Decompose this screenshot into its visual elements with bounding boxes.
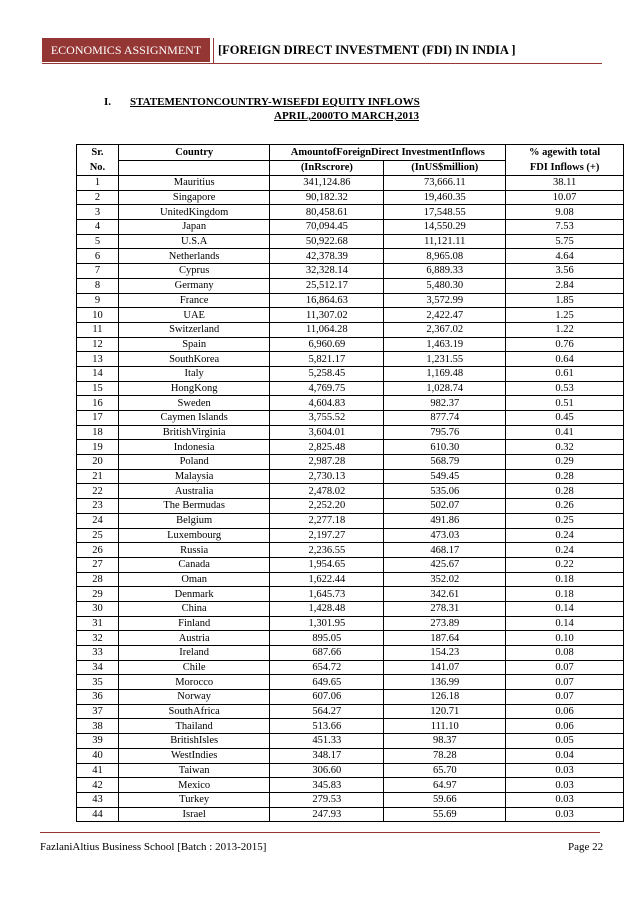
sr-no-cell: 3 [77, 205, 119, 220]
percent-cell: 1.25 [506, 308, 624, 323]
percent-cell: 0.18 [506, 587, 624, 602]
rs-crore-cell: 306.60 [270, 763, 384, 778]
rs-crore-cell: 348.17 [270, 748, 384, 763]
country-cell: Israel [118, 807, 270, 822]
table-row [77, 205, 624, 220]
sr-no-cell: 14 [77, 366, 119, 381]
rs-crore-cell: 90,182.32 [270, 190, 384, 205]
usd-million-cell: 98.37 [384, 734, 506, 749]
usd-million-cell: 342.61 [384, 587, 506, 602]
table-row [77, 499, 624, 514]
page-header [42, 38, 602, 64]
usd-million-cell: 2,422.47 [384, 308, 506, 323]
percent-cell: 0.45 [506, 411, 624, 426]
table-row [77, 264, 624, 279]
table-row [77, 719, 624, 734]
sr-no-cell: 33 [77, 646, 119, 661]
percent-cell: 0.06 [506, 704, 624, 719]
country-cell: Russia [118, 543, 270, 558]
country-cell: Germany [118, 278, 270, 293]
rs-crore-cell: 607.06 [270, 690, 384, 705]
table-row [77, 484, 624, 499]
rs-crore-cell: 70,094.45 [270, 220, 384, 235]
usd-million-cell: 352.02 [384, 572, 506, 587]
rs-crore-cell: 279.53 [270, 792, 384, 807]
country-cell: Austria [118, 631, 270, 646]
table-row [77, 587, 624, 602]
table-row [77, 616, 624, 631]
country-cell: Canada [118, 557, 270, 572]
section-title-line1: STATEMENTONCOUNTRY-WISEFDI EQUITY INFLOWS [130, 96, 420, 108]
percent-cell: 0.07 [506, 690, 624, 705]
usd-million-cell: 491.86 [384, 513, 506, 528]
rs-crore-cell: 6,960.69 [270, 337, 384, 352]
usd-million-cell: 568.79 [384, 455, 506, 470]
rs-crore-cell: 451.33 [270, 734, 384, 749]
table-row [77, 440, 624, 455]
rs-crore-cell: 50,922.68 [270, 234, 384, 249]
table-row [77, 366, 624, 381]
table-row [77, 690, 624, 705]
sr-no-cell: 27 [77, 557, 119, 572]
table-row [77, 396, 624, 411]
sr-no-cell: 19 [77, 440, 119, 455]
usd-million-cell: 59.66 [384, 792, 506, 807]
table-row [77, 778, 624, 793]
page-number: Page 22 [568, 841, 604, 853]
rs-crore-cell: 2,197.27 [270, 528, 384, 543]
percent-cell: 3.56 [506, 264, 624, 279]
usd-million-cell: 8,965.08 [384, 249, 506, 264]
sr-no-cell: 35 [77, 675, 119, 690]
sr-no-cell: 26 [77, 543, 119, 558]
usd-million-cell: 11,121.11 [384, 234, 506, 249]
rs-crore-cell: 11,064.28 [270, 322, 384, 337]
table-row [77, 176, 624, 191]
country-cell: U.S.A [118, 234, 270, 249]
percent-cell: 0.22 [506, 557, 624, 572]
percent-cell: 5.75 [506, 234, 624, 249]
percent-cell: 0.14 [506, 601, 624, 616]
usd-million-cell: 73,666.11 [384, 176, 506, 191]
table-row [77, 455, 624, 470]
sr-no-cell: 7 [77, 264, 119, 279]
table-row [77, 543, 624, 558]
usd-million-cell: 14,550.29 [384, 220, 506, 235]
country-cell: China [118, 601, 270, 616]
sr-no-cell: 12 [77, 337, 119, 352]
section-number: I. [104, 96, 112, 108]
usd-million-cell: 982.37 [384, 396, 506, 411]
percent-cell: 0.61 [506, 366, 624, 381]
percent-cell: 38.11 [506, 176, 624, 191]
percent-cell: 0.07 [506, 675, 624, 690]
header-rule [42, 63, 602, 64]
country-cell: Netherlands [118, 249, 270, 264]
rs-crore-cell: 4,769.75 [270, 381, 384, 396]
country-cell: Taiwan [118, 763, 270, 778]
rs-crore-cell: 5,258.45 [270, 366, 384, 381]
table-row [77, 278, 624, 293]
rs-crore-cell: 2,236.55 [270, 543, 384, 558]
country-cell: Finland [118, 616, 270, 631]
rs-crore-cell: 513.66 [270, 719, 384, 734]
rs-crore-cell: 80,458.61 [270, 205, 384, 220]
sr-no-cell: 1 [77, 176, 119, 191]
usd-million-cell: 425.67 [384, 557, 506, 572]
percent-cell: 0.06 [506, 719, 624, 734]
usd-million-header: (InUS$million) [384, 160, 506, 176]
country-cell: WestIndies [118, 748, 270, 763]
table-row [77, 675, 624, 690]
table-row [77, 734, 624, 749]
country-cell: BritishVirginia [118, 425, 270, 440]
table-row [77, 337, 624, 352]
country-header-spacer [118, 160, 270, 176]
country-cell: Denmark [118, 587, 270, 602]
usd-million-cell: 1,231.55 [384, 352, 506, 367]
country-cell: The Bermudas [118, 499, 270, 514]
rs-crore-cell: 3,755.52 [270, 411, 384, 426]
rs-crore-cell: 1,645.73 [270, 587, 384, 602]
table-row [77, 660, 624, 675]
rs-crore-cell: 1,301.95 [270, 616, 384, 631]
country-cell: UnitedKingdom [118, 205, 270, 220]
table-row [77, 352, 624, 367]
country-cell: France [118, 293, 270, 308]
sr-no-cell: 30 [77, 601, 119, 616]
country-cell: BritishIsles [118, 734, 270, 749]
country-cell: SouthAfrica [118, 704, 270, 719]
table-row [77, 646, 624, 661]
percent-cell: 0.25 [506, 513, 624, 528]
sr-no-cell: 18 [77, 425, 119, 440]
rs-crore-cell: 1,428.48 [270, 601, 384, 616]
country-cell: Turkey [118, 792, 270, 807]
table-row [77, 763, 624, 778]
country-header: Country [118, 145, 270, 161]
usd-million-cell: 1,463.19 [384, 337, 506, 352]
rs-crore-cell: 16,864.63 [270, 293, 384, 308]
rs-crore-cell: 345.83 [270, 778, 384, 793]
usd-million-cell: 120.71 [384, 704, 506, 719]
sr-no-cell: 42 [77, 778, 119, 793]
sr-no-header: Sr. No. [77, 145, 119, 176]
rs-crore-cell: 2,478.02 [270, 484, 384, 499]
table-row [77, 190, 624, 205]
table-row [77, 704, 624, 719]
percent-cell: 0.03 [506, 807, 624, 822]
sr-no-cell: 21 [77, 469, 119, 484]
sr-no-cell: 15 [77, 381, 119, 396]
table-row [77, 381, 624, 396]
sr-no-cell: 34 [77, 660, 119, 675]
percent-cell: 0.14 [506, 616, 624, 631]
country-cell: UAE [118, 308, 270, 323]
sr-no-cell: 39 [77, 734, 119, 749]
rs-crore-cell: 687.66 [270, 646, 384, 661]
sr-no-cell: 8 [77, 278, 119, 293]
rs-crore-cell: 1,954.65 [270, 557, 384, 572]
table-row [77, 572, 624, 587]
table-row [77, 807, 624, 822]
country-cell: Sweden [118, 396, 270, 411]
country-cell: Spain [118, 337, 270, 352]
table-row [77, 322, 624, 337]
rs-crore-cell: 564.27 [270, 704, 384, 719]
rs-crore-cell: 1,622.44 [270, 572, 384, 587]
rs-crore-cell: 2,825.48 [270, 440, 384, 455]
sr-no-cell: 44 [77, 807, 119, 822]
table-body [77, 176, 624, 822]
percent-cell: 0.03 [506, 792, 624, 807]
percent-cell: 0.41 [506, 425, 624, 440]
usd-million-cell: 3,572.99 [384, 293, 506, 308]
rs-crore-cell: 4,604.83 [270, 396, 384, 411]
usd-million-cell: 473.03 [384, 528, 506, 543]
table-row [77, 234, 624, 249]
percent-cell: 4.64 [506, 249, 624, 264]
usd-million-cell: 795.76 [384, 425, 506, 440]
usd-million-cell: 55.69 [384, 807, 506, 822]
country-cell: Singapore [118, 190, 270, 205]
table-row [77, 792, 624, 807]
country-cell: Switzerland [118, 322, 270, 337]
country-cell: Norway [118, 690, 270, 705]
table-row [77, 411, 624, 426]
usd-million-cell: 549.45 [384, 469, 506, 484]
percent-cell: 10.07 [506, 190, 624, 205]
percent-cell: 0.32 [506, 440, 624, 455]
sr-no-cell: 6 [77, 249, 119, 264]
usd-million-cell: 610.30 [384, 440, 506, 455]
percent-header: % agewith total FDI Inflows (+) [506, 145, 624, 176]
table-row [77, 469, 624, 484]
percent-cell: 0.18 [506, 572, 624, 587]
rs-crore-header: (InRscrore) [270, 160, 384, 176]
sr-no-cell: 17 [77, 411, 119, 426]
sr-no-cell: 32 [77, 631, 119, 646]
table-row [77, 557, 624, 572]
rs-crore-cell: 42,378.39 [270, 249, 384, 264]
percent-cell: 0.04 [506, 748, 624, 763]
sr-no-cell: 16 [77, 396, 119, 411]
usd-million-cell: 126.18 [384, 690, 506, 705]
sr-no-cell: 5 [77, 234, 119, 249]
country-cell: Oman [118, 572, 270, 587]
usd-million-cell: 502.07 [384, 499, 506, 514]
usd-million-cell: 535.06 [384, 484, 506, 499]
rs-crore-cell: 2,987.28 [270, 455, 384, 470]
sr-no-cell: 31 [77, 616, 119, 631]
rs-crore-cell: 2,277.18 [270, 513, 384, 528]
table-row [77, 748, 624, 763]
percent-cell: 9.08 [506, 205, 624, 220]
header-title: [FOREIGN DIRECT INVESTMENT (FDI) IN INDIA ] [218, 43, 516, 57]
usd-million-cell: 111.10 [384, 719, 506, 734]
rs-crore-cell: 341,124.86 [270, 176, 384, 191]
table-row [77, 220, 624, 235]
percent-cell: 0.10 [506, 631, 624, 646]
usd-million-cell: 17,548.55 [384, 205, 506, 220]
country-cell: Caymen Islands [118, 411, 270, 426]
sr-no-cell: 11 [77, 322, 119, 337]
rs-crore-cell: 895.05 [270, 631, 384, 646]
sr-no-cell: 2 [77, 190, 119, 205]
table-row [77, 249, 624, 264]
table-row [77, 528, 624, 543]
table-row [77, 601, 624, 616]
sr-no-cell: 9 [77, 293, 119, 308]
percent-cell: 0.28 [506, 469, 624, 484]
usd-million-cell: 877.74 [384, 411, 506, 426]
percent-cell: 1.22 [506, 322, 624, 337]
table-row [77, 631, 624, 646]
rs-crore-cell: 649.65 [270, 675, 384, 690]
sr-no-cell: 38 [77, 719, 119, 734]
usd-million-cell: 154.23 [384, 646, 506, 661]
sr-no-cell: 22 [77, 484, 119, 499]
percent-cell: 0.76 [506, 337, 624, 352]
sr-no-cell: 13 [77, 352, 119, 367]
country-cell: Indonesia [118, 440, 270, 455]
usd-million-cell: 141.07 [384, 660, 506, 675]
table-row [77, 425, 624, 440]
usd-million-cell: 278.31 [384, 601, 506, 616]
percent-cell: 0.24 [506, 528, 624, 543]
percent-cell: 0.03 [506, 763, 624, 778]
percent-cell: 0.29 [506, 455, 624, 470]
country-cell: Ireland [118, 646, 270, 661]
rs-crore-cell: 32,328.14 [270, 264, 384, 279]
country-cell: Japan [118, 220, 270, 235]
country-cell: Italy [118, 366, 270, 381]
country-cell: Chile [118, 660, 270, 675]
usd-million-cell: 187.64 [384, 631, 506, 646]
usd-million-cell: 273.89 [384, 616, 506, 631]
sr-no-cell: 4 [77, 220, 119, 235]
percent-cell: 0.03 [506, 778, 624, 793]
usd-million-cell: 5,480.30 [384, 278, 506, 293]
footer-school: FazlaniAltius Business School [Batch : 2013-2015] [40, 841, 267, 853]
sr-no-cell: 25 [77, 528, 119, 543]
table-row [77, 293, 624, 308]
country-cell: Mexico [118, 778, 270, 793]
rs-crore-cell: 654.72 [270, 660, 384, 675]
percent-cell: 0.05 [506, 734, 624, 749]
sr-no-cell: 10 [77, 308, 119, 323]
country-cell: SouthKorea [118, 352, 270, 367]
table-row [77, 513, 624, 528]
table-row [77, 308, 624, 323]
rs-crore-cell: 2,730.13 [270, 469, 384, 484]
percent-cell: 1.85 [506, 293, 624, 308]
country-cell: Luxembourg [118, 528, 270, 543]
sr-no-cell: 41 [77, 763, 119, 778]
sr-no-cell: 37 [77, 704, 119, 719]
percent-cell: 2.84 [506, 278, 624, 293]
amount-header: AmountofForeignDirect InvestmentInflows [270, 145, 506, 161]
percent-cell: 0.07 [506, 660, 624, 675]
rs-crore-cell: 25,512.17 [270, 278, 384, 293]
rs-crore-cell: 11,307.02 [270, 308, 384, 323]
footer-rule [40, 832, 600, 833]
usd-million-cell: 136.99 [384, 675, 506, 690]
percent-cell: 0.24 [506, 543, 624, 558]
sr-no-cell: 40 [77, 748, 119, 763]
percent-cell: 0.28 [506, 484, 624, 499]
country-cell: Malaysia [118, 469, 270, 484]
country-cell: Cyprus [118, 264, 270, 279]
sr-no-cell: 36 [77, 690, 119, 705]
usd-million-cell: 1,169.48 [384, 366, 506, 381]
percent-cell: 0.26 [506, 499, 624, 514]
country-cell: Poland [118, 455, 270, 470]
country-cell: Belgium [118, 513, 270, 528]
usd-million-cell: 6,889.33 [384, 264, 506, 279]
table-header-row [77, 145, 624, 161]
usd-million-cell: 65.70 [384, 763, 506, 778]
sr-no-cell: 20 [77, 455, 119, 470]
country-cell: Australia [118, 484, 270, 499]
header-divider [213, 38, 214, 64]
usd-million-cell: 468.17 [384, 543, 506, 558]
usd-million-cell: 78.28 [384, 748, 506, 763]
rs-crore-cell: 2,252.20 [270, 499, 384, 514]
country-cell: Morocco [118, 675, 270, 690]
percent-cell: 0.51 [506, 396, 624, 411]
rs-crore-cell: 3,604.01 [270, 425, 384, 440]
percent-cell: 0.08 [506, 646, 624, 661]
section-title-line2: APRIL,2000TO MARCH,2013 [274, 110, 419, 122]
usd-million-cell: 1,028.74 [384, 381, 506, 396]
sr-no-cell: 43 [77, 792, 119, 807]
country-cell: HongKong [118, 381, 270, 396]
usd-million-cell: 64.97 [384, 778, 506, 793]
sr-no-cell: 24 [77, 513, 119, 528]
percent-cell: 7.53 [506, 220, 624, 235]
rs-crore-cell: 5,821.17 [270, 352, 384, 367]
percent-cell: 0.53 [506, 381, 624, 396]
usd-million-cell: 19,460.35 [384, 190, 506, 205]
sr-no-cell: 23 [77, 499, 119, 514]
country-cell: Thailand [118, 719, 270, 734]
sr-no-cell: 29 [77, 587, 119, 602]
country-cell: Mauritius [118, 176, 270, 191]
sr-no-cell: 28 [77, 572, 119, 587]
percent-cell: 0.64 [506, 352, 624, 367]
rs-crore-cell: 247.93 [270, 807, 384, 822]
fdi-table [76, 144, 624, 822]
header-tag: ECONOMICS ASSIGNMENT [42, 38, 210, 62]
usd-million-cell: 2,367.02 [384, 322, 506, 337]
